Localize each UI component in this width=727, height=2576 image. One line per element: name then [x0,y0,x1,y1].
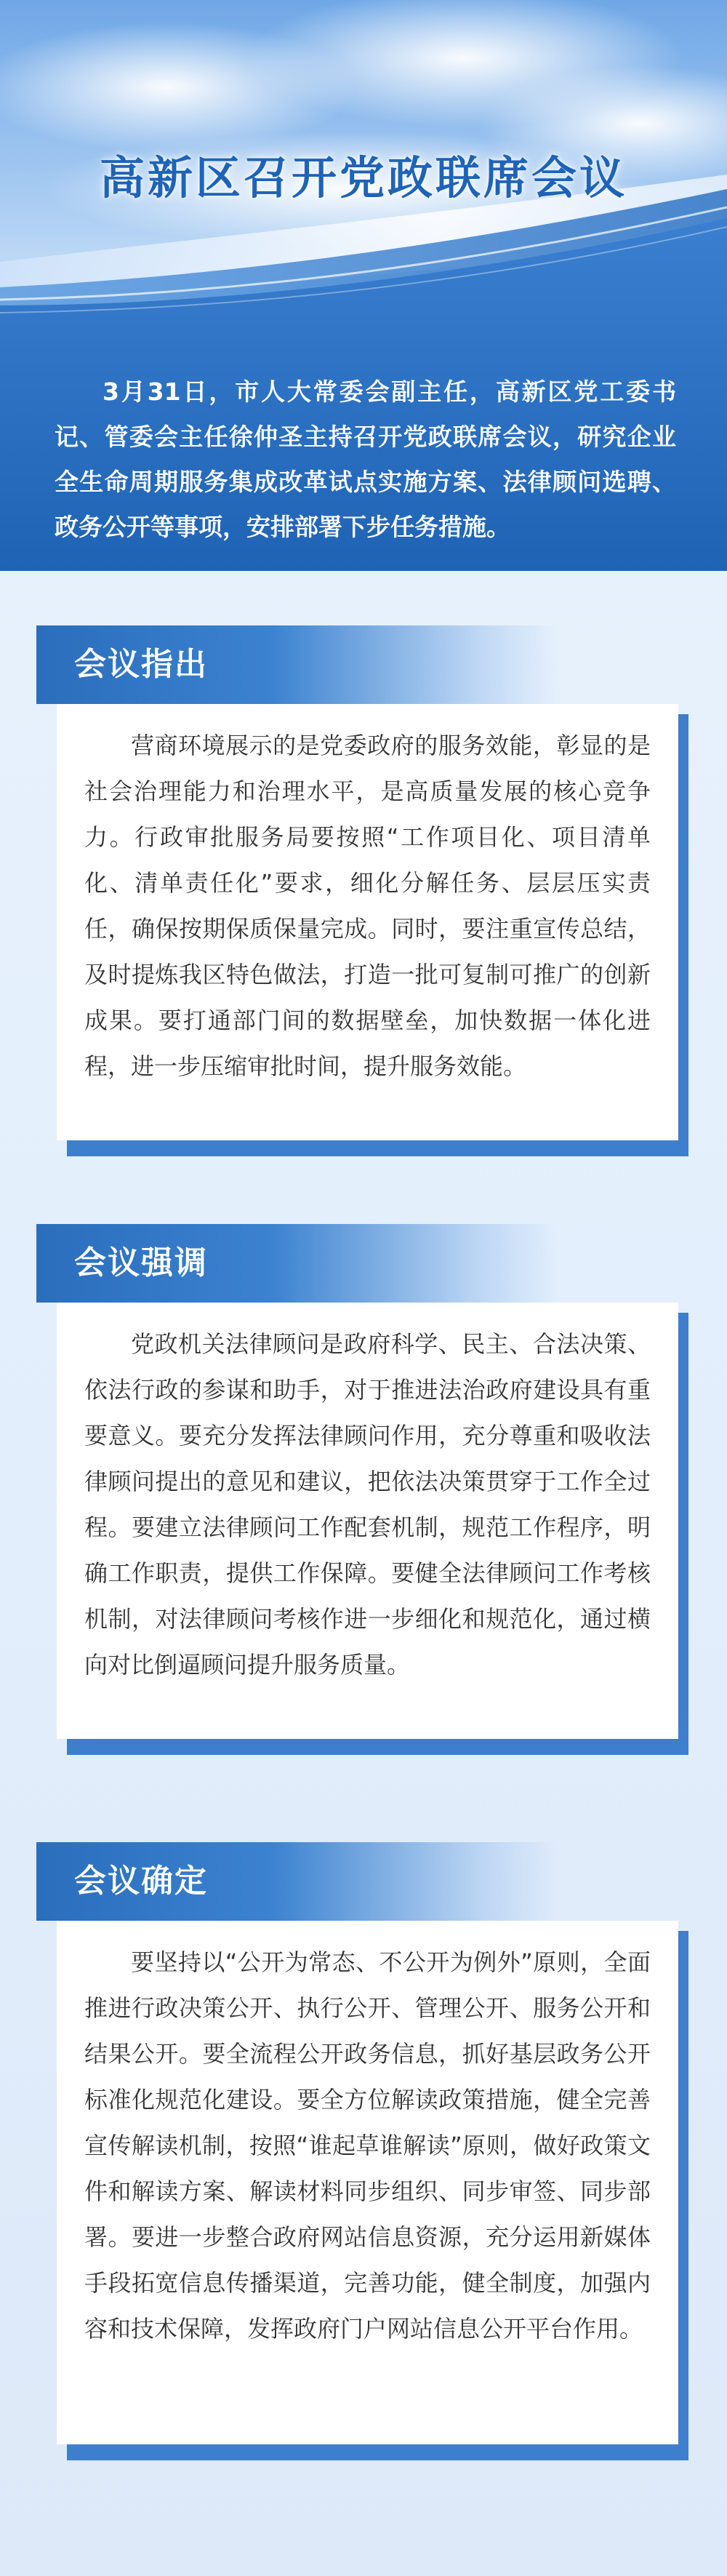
section-meeting-emphasis [0,1224,727,1777]
section-body: 党政机关法律顾问是政府科学、民主、合法决策、依法行政的参谋和助手，对于推进法治政府建设具有重要意义。要充分发挥法律顾问作用，充分尊重和吸收法律顾问提出的意见和建议，把依法决策贯穿于工作全过程。要建立法律顾问工作配套机制，规范工作程序，明确工作职责，提供工作保障。要健全法律顾问工作考核机制，对法律顾问考核作进一步细化和规范化，通过横向对比倒逼顾问提升服务质量。 [84,1330,651,1679]
section-heading: 会议指出 [74,646,208,683]
section-meeting-decision [0,1842,727,2468]
section-heading-tab [36,1224,560,1303]
intro-paragraph: 3月31日，市人大常委会副主任，高新区党工委书记、管委会主任徐仲圣主持召开党政联席会议，研究企业全生命周期服务集成改革试点实施方案、法律顾问选聘、政务公开等事项，安排部署下步任务措施。 [55,377,676,541]
section-body: 要坚持以“公开为常态、不公开为例外”原则，全面推进行政决策公开、执行公开、管理公开、服务公开和结果公开。要全流程公开政务信息，抓好基层政务公开标准化规范化建设。要全方位解读政策措施，健全完善宣传解读机制，按照“谁起草谁解读”原则，做好政策文件和解读方案、解读材料同步组织、同步审签、同步部署。要进一步整合政府网站信息资源，充分运用新媒体手段拓宽信息传播渠道，完善功能，健全制度，加强内容和技术保障，发挥政府门户网站信息公开平台作用。 [84,1948,651,2343]
header-banner [0,0,727,571]
section-card [57,704,678,1140]
section-card [57,1921,678,2444]
section-meeting-points [0,625,727,1193]
section-card [57,1303,678,1739]
section-body: 营商环境展示的是党委政府的服务效能，彰显的是社会治理能力和治理水平，是高质量发展的核心竞争力。行政审批服务局要按照“工作项目化、项目清单化、清单责任化”要求，细化分解任务、层层压实责任，确保按期保质保量完成。同时，要注重宣传总结，及时提炼我区特色做法，打造一批可复制可推广的创新成果。要打通部门间的数据壁垒，加快数据一体化进程，进一步压缩审批时间，提升服务效能。 [84,732,651,1080]
page-title: 高新区召开党政联席会议 [99,151,627,204]
section-heading: 会议确定 [74,1863,208,1900]
section-heading-tab [36,625,560,704]
section-heading-tab [36,1842,560,1921]
section-heading: 会议强调 [74,1244,208,1281]
